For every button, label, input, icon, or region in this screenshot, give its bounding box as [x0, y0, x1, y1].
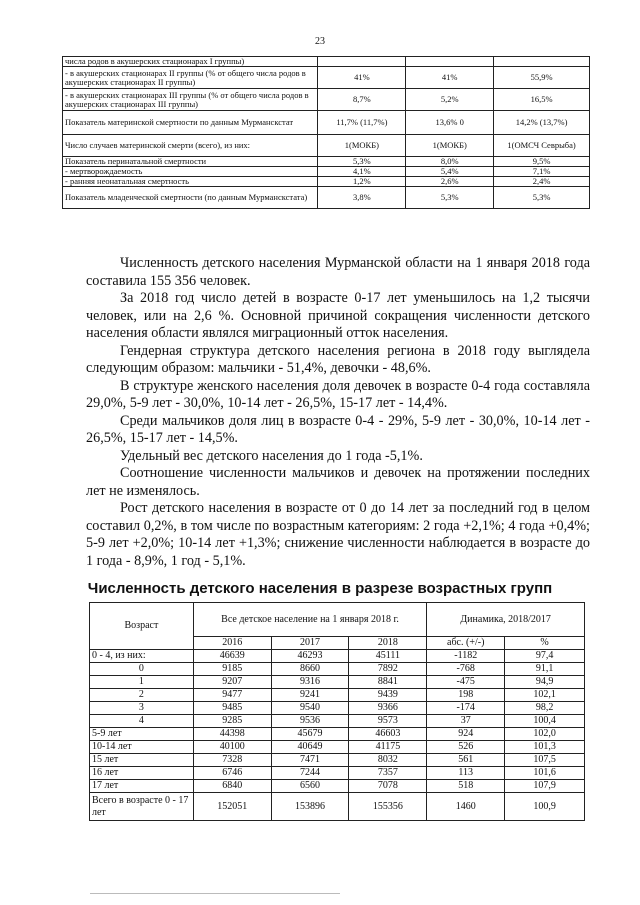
cell-value: -768: [427, 663, 505, 676]
cell-value: -174: [427, 702, 505, 715]
footer-rule: [90, 893, 340, 894]
age-label: 4: [90, 715, 194, 728]
header-dynamics: Динамика, 2018/2017: [427, 603, 585, 637]
row-label: - мертворождаемость: [63, 167, 318, 177]
paragraph: За 2018 год число детей в возрасте 0-17 лет уменьшилось на 1,2 тысячи человек, или на 2,6 %. Основной причиной сокращения численности детского населения области являлся миграционный отток населения.: [86, 290, 590, 341]
age-label: 2: [90, 689, 194, 702]
cell-value: 518: [427, 780, 505, 793]
age-label: 5-9 лет: [90, 728, 194, 741]
cell-value: 37: [427, 715, 505, 728]
row-label: Показатель материнской смертности по данным Мурманскстат: [63, 111, 318, 135]
row-value: 11,7% (11,7%): [318, 111, 406, 135]
cell-value: 41175: [349, 741, 427, 754]
row-value: 8,0%: [406, 157, 494, 167]
row-value: 2,4%: [494, 177, 590, 187]
table-row: [90, 663, 585, 676]
age-label: Всего в возрасте 0 - 17 лет: [90, 793, 194, 821]
table-row: [90, 715, 585, 728]
paragraph: Рост детского населения в возрасте от 0 до 14 лет за последний год в целом составил 0,2%, в том числе по возрастным категориям: 2 года +2,1%; 4 года +0,4%; 5-9 лет +2,0%; 10-14 лет +1,3%; снижение численности наблюдается в возрасте до 1 года - 8,9%, 1 год - 5,1%.: [86, 500, 590, 569]
table-row: [63, 167, 590, 177]
row-label: Показатель младенческой смертности (по данным Мурманскстата): [63, 187, 318, 209]
row-value: 2,6%: [406, 177, 494, 187]
table-row: [90, 728, 585, 741]
cell-value: 6746: [193, 767, 271, 780]
cell-value: 102,1: [505, 689, 585, 702]
cell-value: 8841: [349, 676, 427, 689]
cell-value: 9485: [193, 702, 271, 715]
table-row: [63, 111, 590, 135]
age-groups-table: [89, 602, 585, 821]
row-value: 3,8%: [318, 187, 406, 209]
table-row: [63, 157, 590, 167]
cell-value: 7357: [349, 767, 427, 780]
cell-value: 9316: [271, 676, 349, 689]
age-label: 0: [90, 663, 194, 676]
page-number: 23: [315, 36, 325, 47]
cell-value: 94,9: [505, 676, 585, 689]
table-row: [90, 650, 585, 663]
table-row: [63, 135, 590, 157]
cell-value: 561: [427, 754, 505, 767]
cell-value: 9207: [193, 676, 271, 689]
age-label: 15 лет: [90, 754, 194, 767]
header-age: Возраст: [90, 603, 194, 650]
cell-value: 7471: [271, 754, 349, 767]
cell-value: 9185: [193, 663, 271, 676]
row-value: 5,3%: [318, 157, 406, 167]
header-year: 2016: [193, 637, 271, 650]
cell-value: -475: [427, 676, 505, 689]
cell-value: 40100: [193, 741, 271, 754]
cell-value: 101,3: [505, 741, 585, 754]
header-year: 2018: [349, 637, 427, 650]
cell-value: 155356: [349, 793, 427, 821]
table-row: [63, 187, 590, 209]
table-row: [90, 793, 585, 821]
cell-value: 1460: [427, 793, 505, 821]
table-row: [90, 676, 585, 689]
cell-value: 7892: [349, 663, 427, 676]
row-label: - ранняя неонатальная смертность: [63, 177, 318, 187]
table-row: [90, 741, 585, 754]
cell-value: 9285: [193, 715, 271, 728]
table-row: [90, 767, 585, 780]
row-value: [406, 57, 494, 67]
cell-value: 45111: [349, 650, 427, 663]
header-year: 2017: [271, 637, 349, 650]
row-value: 55,9%: [494, 67, 590, 89]
header-population: Все детское население на 1 января 2018 г.: [193, 603, 427, 637]
cell-value: 9241: [271, 689, 349, 702]
row-value: 5,3%: [494, 187, 590, 209]
cell-value: 7328: [193, 754, 271, 767]
row-value: 41%: [406, 67, 494, 89]
table-row: [63, 177, 590, 187]
cell-value: 46293: [271, 650, 349, 663]
body-text: [86, 255, 590, 570]
row-value: 1(МОКБ): [406, 135, 494, 157]
row-value: 1,2%: [318, 177, 406, 187]
cell-value: 9536: [271, 715, 349, 728]
table-row: [90, 780, 585, 793]
cell-value: 100,9: [505, 793, 585, 821]
row-value: 1(ОМСЧ Севрыба): [494, 135, 590, 157]
cell-value: -1182: [427, 650, 505, 663]
cell-value: 44398: [193, 728, 271, 741]
cell-value: 46639: [193, 650, 271, 663]
age-label: 0 - 4, из них:: [90, 650, 194, 663]
table-row: [63, 67, 590, 89]
age-label: 1: [90, 676, 194, 689]
cell-value: 40649: [271, 741, 349, 754]
row-label: - в акушерских стационарах III группы (% от общего числа родов в акушерских стационарах III группы): [63, 89, 318, 111]
age-label: 17 лет: [90, 780, 194, 793]
cell-value: 100,4: [505, 715, 585, 728]
row-value: 16,5%: [494, 89, 590, 111]
row-value: 7,1%: [494, 167, 590, 177]
cell-value: 7244: [271, 767, 349, 780]
row-value: 9,5%: [494, 157, 590, 167]
table-row: [63, 89, 590, 111]
row-value: 5,2%: [406, 89, 494, 111]
paragraph: В структуре женского населения доля девочек в возрасте 0-4 года составляла 29,0%, 5-9 лет - 30,0%, 10-14 лет - 26,5%, 15-17 лет - 14,4%.: [86, 377, 590, 411]
age-label: 10-14 лет: [90, 741, 194, 754]
row-label: Показатель перинатальной смертности: [63, 157, 318, 167]
header-pct: %: [505, 637, 585, 650]
row-label: Число случаев материнской смерти (всего), из них:: [63, 135, 318, 157]
row-value: 8,7%: [318, 89, 406, 111]
cell-value: 924: [427, 728, 505, 741]
cell-value: 9477: [193, 689, 271, 702]
table-row: [90, 754, 585, 767]
paragraph: Удельный вес детского населения до 1 года -5,1%.: [120, 447, 423, 464]
table-row: [90, 702, 585, 715]
paragraph: Численность детского населения Мурманской области на 1 января 2018 года составила 155 356 человек.: [86, 255, 590, 289]
cell-value: 46603: [349, 728, 427, 741]
cell-value: 8660: [271, 663, 349, 676]
row-value: [318, 57, 406, 67]
cell-value: 9439: [349, 689, 427, 702]
cell-value: 102,0: [505, 728, 585, 741]
cell-value: 107,5: [505, 754, 585, 767]
row-label: числа родов в акушерских стационарах I группы): [63, 57, 318, 67]
cell-value: 91,1: [505, 663, 585, 676]
row-value: 5,4%: [406, 167, 494, 177]
cell-value: 6560: [271, 780, 349, 793]
row-value: 1(МОКБ): [318, 135, 406, 157]
cell-value: 7078: [349, 780, 427, 793]
row-value: 41%: [318, 67, 406, 89]
cell-value: 9540: [271, 702, 349, 715]
age-label: 3: [90, 702, 194, 715]
row-value: [494, 57, 590, 67]
paragraph: Соотношение численности мальчиков и девочек на протяжении последних лет не изменялось.: [86, 465, 590, 499]
table-row: [90, 689, 585, 702]
cell-value: 9366: [349, 702, 427, 715]
cell-value: 153896: [271, 793, 349, 821]
cell-value: 9573: [349, 715, 427, 728]
row-value: 14,2% (13,7%): [494, 111, 590, 135]
cell-value: 6840: [193, 780, 271, 793]
cell-value: 107,9: [505, 780, 585, 793]
row-value: 13,6% 0: [406, 111, 494, 135]
cell-value: 98,2: [505, 702, 585, 715]
cell-value: 101,6: [505, 767, 585, 780]
cell-value: 97,4: [505, 650, 585, 663]
table-row: [63, 57, 590, 67]
row-label: - в акушерских стационарах II группы (% от общего числа родов в акушерских стационарах II группы): [63, 67, 318, 89]
maternal-stats-table: [62, 56, 590, 209]
cell-value: 526: [427, 741, 505, 754]
age-label: 16 лет: [90, 767, 194, 780]
cell-value: 152051: [193, 793, 271, 821]
paragraph: Среди мальчиков доля лиц в возрасте 0-4 - 29%, 5-9 лет - 30,0%, 10-14 лет - 26,5%, 15-17 лет - 14,5%.: [86, 412, 590, 446]
row-value: 4,1%: [318, 167, 406, 177]
row-value: 5,3%: [406, 187, 494, 209]
cell-value: 45679: [271, 728, 349, 741]
cell-value: 113: [427, 767, 505, 780]
cell-value: 198: [427, 689, 505, 702]
cell-value: 8032: [349, 754, 427, 767]
paragraph: Гендерная структура детского населения региона в 2018 году выглядела следующим образом: мальчики - 51,4%, девочки - 48,6%.: [86, 342, 590, 376]
header-abs: абс. (+/-): [427, 637, 505, 650]
table-title: Численность детского населения в разрезе возрастных групп: [87, 580, 553, 597]
